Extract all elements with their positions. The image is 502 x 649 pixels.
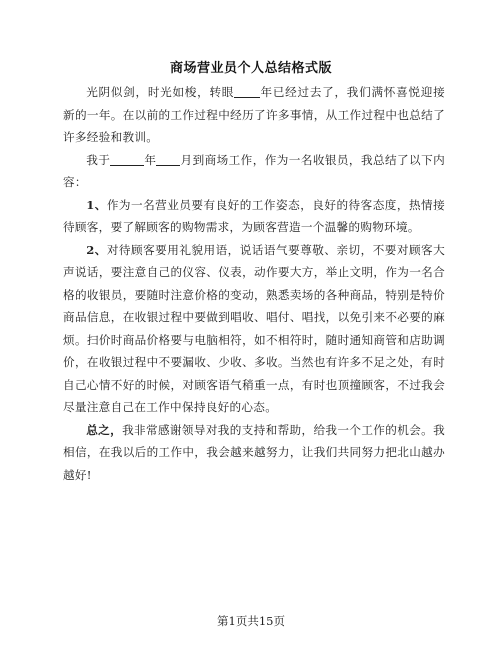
point-2-text: 对待顾客要用礼貌用语，说话语气要尊敬、亲切，不要对顾客大声说话，要注意自己的仪容、仪表，动作要大方，举止文明，作为一名合格的收银员，要随时注意价格的变动，熟悉卖场的各种商品，特别是特价商品信息，在收银过程中要做到唱收、唱付、唱找，以免引来不必要的麻烦。扫价时商品价格要与电脑相符，如不相符时，随时通知商管和店助调价，在收银过程中不要漏收、少收、多收。当然也有许多不足之处，有时自己心情不好的时候，对顾客语气稍重一点，有时也顶撞顾客，不过我会尽量注意自己在工作中保持良好的心态。 [63,242,446,414]
document-title: 商场营业员个人总结格式版 [169,61,332,76]
point-1-text: 作为一名营业员要有良好的工作姿态，良好的待客态度，热情接待顾客，要了解顾客的购物需求，为顾客营造一个温馨的购物环境。 [63,197,446,234]
point-1-number: 1、 [86,197,107,212]
point-2-number: 2、 [86,242,107,257]
paragraph-intro [63,81,445,149]
intro-text-end: 年已经过去了，我们满怀喜悦迎接新的一年。在以前的工作过程中经历了许多事情，从工作过程中也总结了许多经验和教训。 [63,85,445,144]
paragraph-point-2 [63,239,445,419]
conclusion-lead: 总之， [86,422,123,437]
year-blank [234,85,260,98]
start-date-year-label: 年 [144,152,157,167]
start-year-blank [110,153,144,166]
start-date-prefix: 我于 [86,152,111,167]
paragraph-start-date [63,149,445,194]
paragraph-point-1 [63,194,445,239]
paragraph-conclusion [63,419,445,487]
page-footer: 第1页共15页 [217,614,285,628]
conclusion-text: 我非常感谢领导对我的支持和帮助，给我一个工作的机会。我相信，在我以后的工作中，我会越来越努力，让我们共同努力把北山越办越好! [63,422,445,482]
start-date-suffix: 月到商场工作，作为一名收银员，我总结了以下内容： [63,152,445,189]
intro-text-start: 光阴似剑，时光如梭，转眼 [86,85,235,99]
document-body [63,81,445,486]
start-month-blank [156,153,180,166]
